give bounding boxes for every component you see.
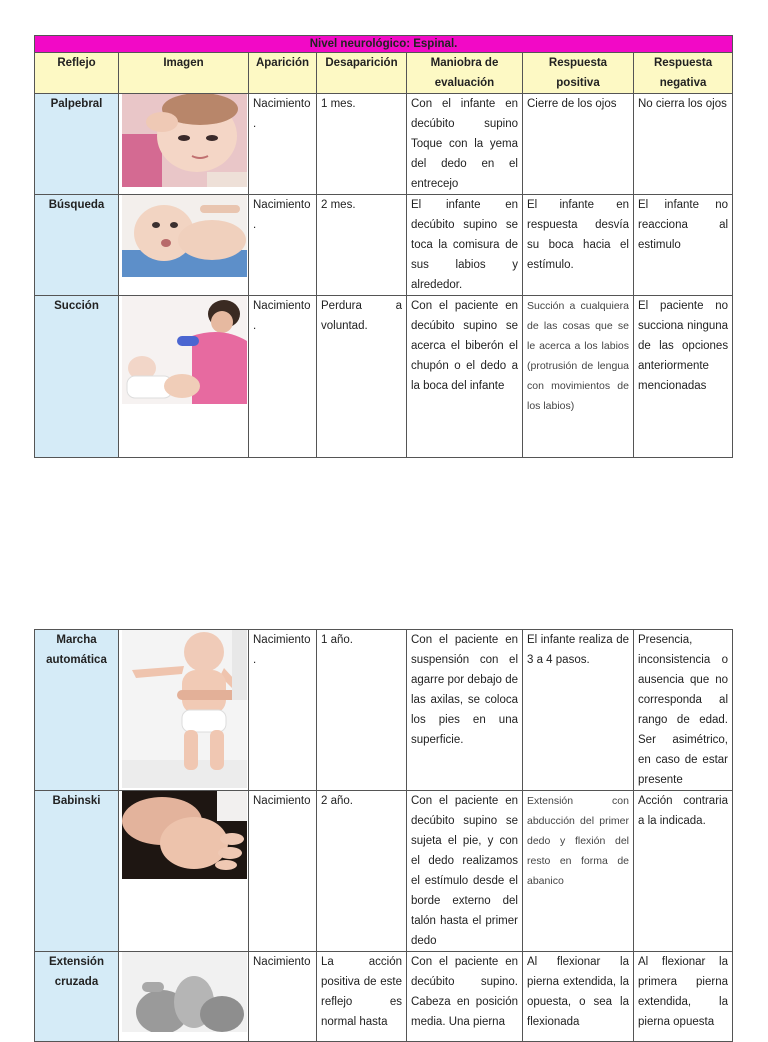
header-aparicion: Aparición	[249, 53, 317, 94]
header-row	[35, 53, 733, 94]
negativa-cell: Acción contraria a la indicada.	[634, 791, 733, 952]
maniobra-cell: Con el paciente en suspensión con el agarre por debajo de las axilas, se coloca los pies en una superficie.	[407, 630, 523, 791]
header-negativa: Respuesta negativa	[634, 53, 733, 94]
maniobra-cell: Con el paciente en decúbito supino se sujeta el pie, y con el dedo realizamos el estímulo desde el borde externo del talón hasta el primer dedo	[407, 791, 523, 952]
reflex-name: Succión	[35, 296, 119, 458]
baby-face-photo	[122, 94, 247, 187]
header-maniobra: Maniobra de evaluación	[407, 53, 523, 94]
baby-standing-photo	[122, 630, 247, 788]
image-cell	[119, 296, 249, 458]
positiva-cell: Cierre de los ojos	[523, 94, 634, 195]
desaparicion-cell: 2 mes.	[317, 195, 407, 296]
table-title: Nivel neurológico: Espinal.	[35, 36, 733, 53]
table-title-row	[35, 36, 733, 53]
table-row	[35, 791, 733, 952]
image-cell	[119, 195, 249, 296]
nurse-examining-baby-photo	[122, 296, 247, 404]
aparicion-cell: Nacimiento	[249, 952, 317, 1042]
positiva-cell: El infante realiza de 3 a 4 pasos.	[523, 630, 634, 791]
image-cell	[119, 791, 249, 952]
reflex-table-espinal-continued	[34, 629, 733, 1042]
baby-legs-photo	[122, 952, 247, 1032]
negativa-cell: Al flexionar la primera pierna extendida, la pierna opuesta	[634, 952, 733, 1042]
desaparicion-cell: 2 año.	[317, 791, 407, 952]
table-row	[35, 195, 733, 296]
image-cell	[119, 94, 249, 195]
reflex-name: Marcha automática	[35, 630, 119, 791]
header-desaparicion: Desaparición	[317, 53, 407, 94]
image-cell	[119, 952, 249, 1042]
reflex-name: Palpebral	[35, 94, 119, 195]
image-cell	[119, 630, 249, 791]
aparicion-cell: Nacimiento .	[249, 296, 317, 458]
negativa-cell: El infante no reacciona al estimulo	[634, 195, 733, 296]
desaparicion-cell: Perdura a voluntad.	[317, 296, 407, 458]
aparicion-cell: Nacimiento .	[249, 630, 317, 791]
aparicion-cell: Nacimiento .	[249, 94, 317, 195]
header-imagen: Imagen	[119, 53, 249, 94]
desaparicion-cell: La acción positiva de este reflejo es normal hasta	[317, 952, 407, 1042]
positiva-cell: Extensión con abducción del primer dedo y flexión del resto en forma de abanico	[523, 791, 634, 952]
maniobra-cell: Con el paciente en decúbito supino se acerca el biberón el chupón o el dedo a la boca del infante	[407, 296, 523, 458]
table-row	[35, 630, 733, 791]
header-reflejo: Reflejo	[35, 53, 119, 94]
positiva-cell: Al flexionar la pierna extendida, la opuesta, o sea la flexionada	[523, 952, 634, 1042]
negativa-cell: No cierra los ojos	[634, 94, 733, 195]
desaparicion-cell: 1 mes.	[317, 94, 407, 195]
positiva-cell: El infante en respuesta desvía su boca hacia el estímulo.	[523, 195, 634, 296]
desaparicion-cell: 1 año.	[317, 630, 407, 791]
negativa-cell: Presencia, inconsistencia o ausencia que no corresponda al rango de edad. Ser asimétrico, en caso de estar presente	[634, 630, 733, 791]
header-positiva: Respuesta positiva	[523, 53, 634, 94]
baby-lying-photo	[122, 195, 247, 277]
baby-foot-photo	[122, 791, 247, 879]
table-row	[35, 94, 733, 195]
reflex-name: Búsqueda	[35, 195, 119, 296]
maniobra-cell: Con el infante en decúbito supino Toque con la yema del dedo en el entrecejo	[407, 94, 523, 195]
aparicion-cell: Nacimiento	[249, 791, 317, 952]
reflex-table-espinal	[34, 35, 733, 458]
table-row	[35, 952, 733, 1042]
aparicion-cell: Nacimiento .	[249, 195, 317, 296]
reflex-name: Babinski	[35, 791, 119, 952]
positiva-cell: Succión a cualquiera de las cosas que se le acerca a los labios (protrusión de lengua con movimientos de los labios)	[523, 296, 634, 458]
maniobra-cell: Con el paciente en decúbito supino. Cabeza en posición media. Una pierna	[407, 952, 523, 1042]
table-row	[35, 296, 733, 458]
reflex-name: Extensión cruzada	[35, 952, 119, 1042]
maniobra-cell: El infante en decúbito supino se toca la comisura de sus labios y alrededor.	[407, 195, 523, 296]
negativa-cell: El paciente no succiona ninguna de las opciones anteriormente mencionadas	[634, 296, 733, 458]
